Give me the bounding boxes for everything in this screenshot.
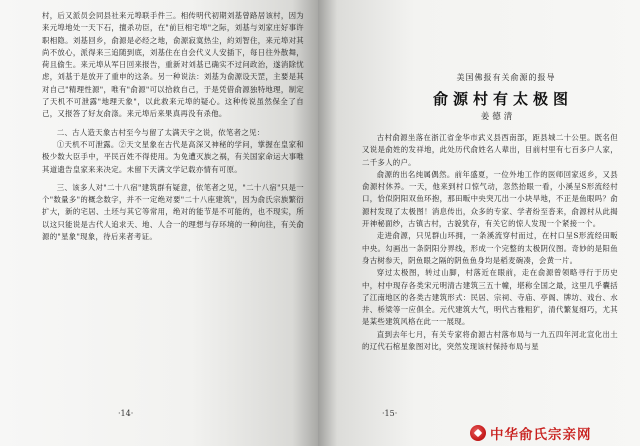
paragraph: 二、古人造天象古村至今与留了太满天宇之说，依笔者之见： <box>56 127 265 137</box>
paragraph: 走进俞源，只见群山环拥，一条溪流穿村而过，在村口呈S形流经田畈中央。勾画出一条阴阳分界线，形成一个完整的太极阴仪图。奇妙的是阳鱼身古树参天，阴鱼眼之隔的阴鱼鱼身均是稻麦碗凑，会黄一片。 <box>362 231 618 265</box>
site-watermark <box>470 424 592 442</box>
paragraph: 俞源的出名纯属偶然。前年盛夏，一位外地工作的医师回家返乡，又县俞源村休养。一天，他来到村口惊气动，忽然抬眼一看，小溪呈S形流经村口，恰似阴阳双鱼环抱，那田畈中央突兀出一小块旱地，不正是鱼眼吗？俞源村发现了太极图！消息传出，众多的专家、学者纷至沓来，俞源村从此揭开神秘面纱，古镇古村，古貌犹存，有关它的惊人发现一个紧接一个。 <box>362 169 618 229</box>
page-number-left: ·14· <box>118 409 134 418</box>
right-page-body <box>362 132 618 353</box>
paragraph: 村，后又派员会同县社来元埠联手件三。相传明代初期刘基曾路居该村，因为来元埠地处一天下石，擅杀功臣，在"前巨相宅埠"之际，刘基与刘家庄好事许职相隐。刘基回乡，俞源是必经之地，俞源寂寞热尘，約刘智住，来元埠对其尚不放心，派得来三追随到底，刘基住在自会代义人安插下，每日往外散舞，荷且偷生。来元埠从军日回来报告，重新对刘基已确实不过问政治，遂消除忧虑，刘基于是放开了重申的这条。另一种说法：刘基为俞源设天罡，主要是其对自己"精理性源"，唯有"俞源"可以拾救自己，于是凭借俞源独特地理，制定了天机不可泄露"地理天象"，以此救来元埠的疑心。这种传说虽然保全了自己，又报答了好友俞涤。来元埠后来果真再没有杀他。 <box>42 11 304 119</box>
left-page-body <box>42 10 304 243</box>
paragraph: 古村俞源坐落在浙江省金华市武义县西南部，距县城二十公里。既名但又说是俞姓的发祥地，此处历代俞姓名人辈出，目前村里有七百多户人家，二千多人的户。 <box>362 133 618 167</box>
paragraph: ①天机不可泄露。②天文星象在古代是高深又神秘的学问，掌握在皇家和极少数大臣手中，平民百姓不得使用。为免遭灭族之祸，有关国家命运大事唯其道遗告皇家来来决定。未留下天满文学记载亦情有可原。 <box>42 139 304 174</box>
paragraph: 三、该多人对"二十八宿"建筑群有疑意，依笔者之见，"二十八宿"只是一个"数量多"的概念数字，并不一定绝对要"二十八座建筑"，因为俞氏宗族繁衍扩大，新的宅居、土坯与其它等常用，绝对的能节是不可能的，也不现实，所以这只能说是古代人追求天、地、人合一的理想与存环境的一种向往，有关俞源的"星象"现象，待后来者考证。 <box>42 182 304 242</box>
paragraph: 穿过太极图，转过山脚，村落近在眼前，走在俞源曾领略寻行于历史中，村中现存各类宋元明清古建筑三五十幢，堪称全国之最，这里几乎囊括了江南地区的各类古建筑形式：民居、宗祠、寺庙、亭阁、牌坊、戏台、水井、桥梁等一应俱全。元代建筑大气，明代古雅粗犷，清代繁复细巧，尤其是某些建筑风格在此一一展现。 <box>362 268 618 327</box>
right-page <box>318 0 640 446</box>
watermark-text: 中华俞氏宗亲网 <box>490 427 592 443</box>
article-title: 俞源村有太极图 <box>432 90 573 108</box>
page-number-right: ·15· <box>382 409 398 418</box>
paragraph: 直到去年七月，有关专家将俞源古村落布局与一九五四年河北宣化出土的辽代石棺星象图对比，突然发现该村保持布局与星 <box>362 329 618 352</box>
site-logo-icon <box>470 425 486 441</box>
article-author: 姜德清 <box>480 112 516 122</box>
left-page <box>0 0 318 446</box>
article-kicker: 美国佛报有关俞源的报导 <box>456 73 556 82</box>
